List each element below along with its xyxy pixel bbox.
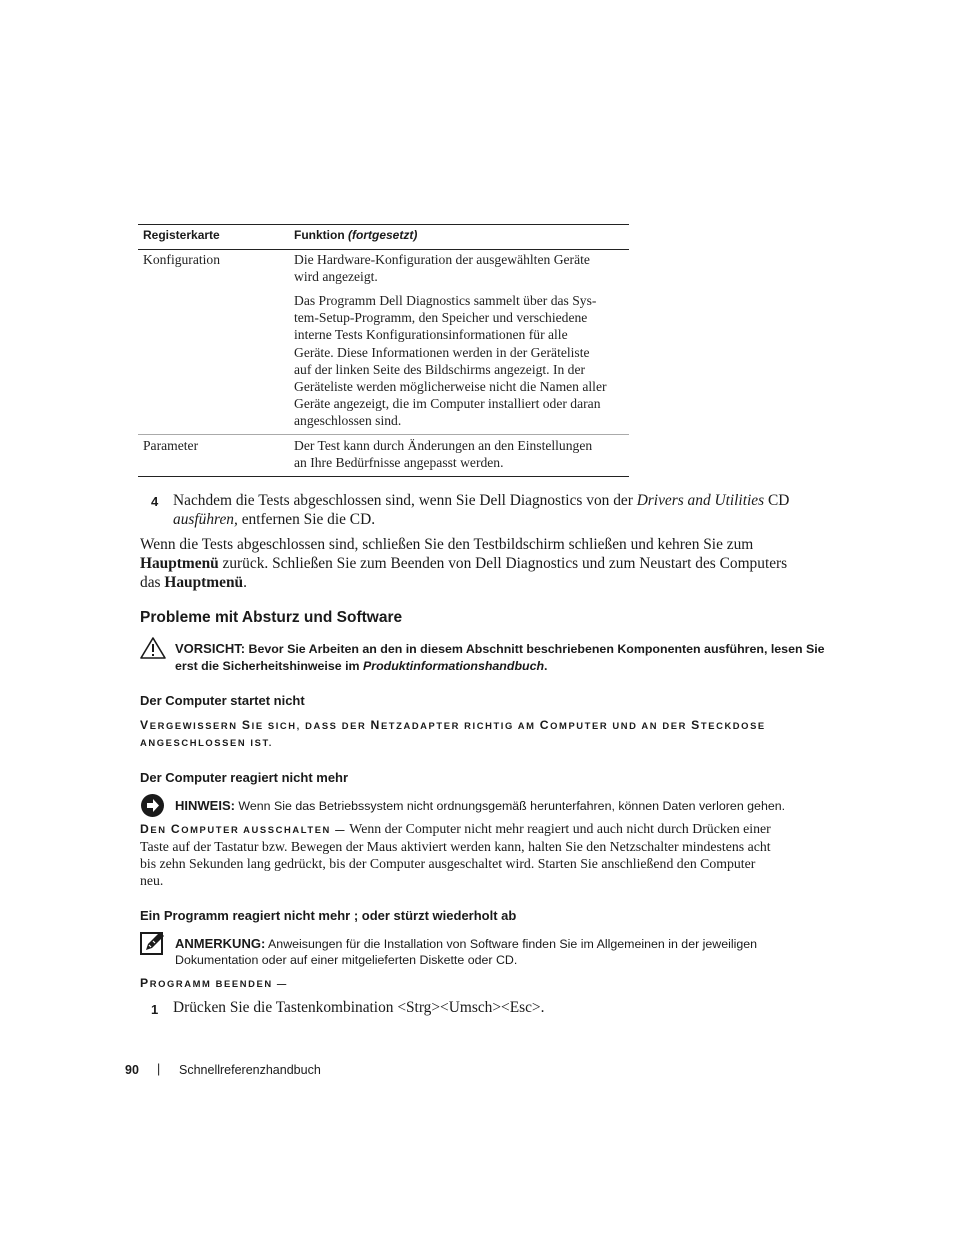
table-header-function: Funktion (fortgesetzt)	[294, 228, 418, 242]
run-in-end-program: PROGRAMM BEENDEN —	[140, 976, 288, 990]
table-header-tab: Registerkarte	[143, 228, 220, 242]
table-cell-function-parameter: Der Test kann durch Änderungen an den Einstellungen an Ihre Bedürfnisse angepasst werden.	[294, 438, 593, 471]
table-top-rule	[138, 224, 629, 225]
caution-icon	[139, 636, 167, 660]
footer-separator: |	[157, 1062, 161, 1076]
turn-off-computer-paragraph: DEN COMPUTER AUSSCHALTEN — Wenn der Computer nicht mehr reagiert und auch nicht durch Drücken einer Taste auf der Tastatur bzw. Bewegen der Maus aktiviert werden kann, halten Sie den Netzschalter mindestens acht bis zehn Sekunden lang gedrückt, bis der Computer ausgeschaltet wird. Starten Sie anschließend den Computer neu.	[140, 821, 771, 889]
table-cell-tab-parameter: Parameter	[143, 438, 199, 453]
run-in-turn-off-computer: DEN COMPUTER AUSSCHALTEN —	[140, 822, 347, 836]
return-to-main-menu-paragraph: Wenn die Tests abgeschlossen sind, schließen Sie den Testbildschirm schließen und kehren Sie zum Hauptmenü zurück. Schließen Sie zum Beenden von Dell Diagnostics und zum Neustart des Computers das Hauptmenü.	[140, 536, 788, 592]
table-bottom-rule	[138, 476, 629, 477]
table-header-rule	[138, 249, 629, 250]
subheading-computer-does-not-start: Der Computer startet nicht	[140, 693, 305, 708]
check-power-adapter-instruction: VERGEWISSERN SIE SICH, DASS DER NETZADAPTER RICHTIG AM COMPUTER UND AN DER STECKDOSE ANGESCHLOSSEN IST.	[140, 718, 766, 748]
subheading-program-not-responding: Ein Programm reagiert nicht mehr ; oder stürzt wiederholt ab	[140, 908, 517, 923]
step-4-number: 4	[151, 494, 159, 509]
note-text: ANMERKUNG: Anweisungen für die Installation von Software finden Sie im Allgemeinen in der jeweiligen	[175, 936, 758, 951]
note-text-line-2: Dokumentation oder auf einer mitgelieferten Diskette oder CD.	[175, 953, 518, 967]
table-cell-tab-konfiguration: Konfiguration	[143, 252, 221, 267]
table-cell-function-konfiguration-1: Die Hardware-Konfiguration der ausgewählten Geräte wird angezeigt.	[294, 252, 590, 285]
page-number: 90	[125, 1063, 139, 1077]
table-row-rule	[138, 434, 629, 435]
step-1-number: 1	[151, 1002, 159, 1017]
note-pencil-icon	[140, 930, 166, 956]
caution-text: VORSICHT: Bevor Sie Arbeiten an den in diesem Abschnitt beschriebenen Komponenten ausführen, lesen Sie erst die Sicherheitshinweise im Produktinformationshandbuch.	[175, 641, 825, 673]
notice-icon	[140, 793, 165, 818]
footer-title: Schnellreferenzhandbuch	[179, 1063, 321, 1077]
step-1-text: Drücken Sie die Tastenkombination <Strg><Umsch><Esc>.	[173, 999, 545, 1016]
subheading-computer-not-responding: Der Computer reagiert nicht mehr	[140, 770, 349, 785]
step-4-text: Nachdem die Tests abgeschlossen sind, wenn Sie Dell Diagnostics von der Drivers and Utilities CD ausführen, entfernen Sie die CD.	[173, 492, 790, 529]
table-cell-function-konfiguration-2: Das Programm Dell Diagnostics sammelt über das Sys- tem-Setup-Programm, den Speicher und verschiedene interne Tests Konfigurationsinformationen für alle Geräte. Diese Informationen werden in der Geräteliste auf der linken Seite des Bildschirms angezeigt. In der Geräteliste werden möglicherweise nicht die Namen aller Geräte angezeigt, die im Computer installiert oder daran angeschlossen sind.	[294, 293, 607, 429]
section-title: Probleme mit Absturz und Software	[140, 609, 403, 626]
notice-text: HINWEIS: Wenn Sie das Betriebssystem nicht ordnungsgemäß herunterfahren, können Daten verloren gehen.	[175, 798, 786, 813]
